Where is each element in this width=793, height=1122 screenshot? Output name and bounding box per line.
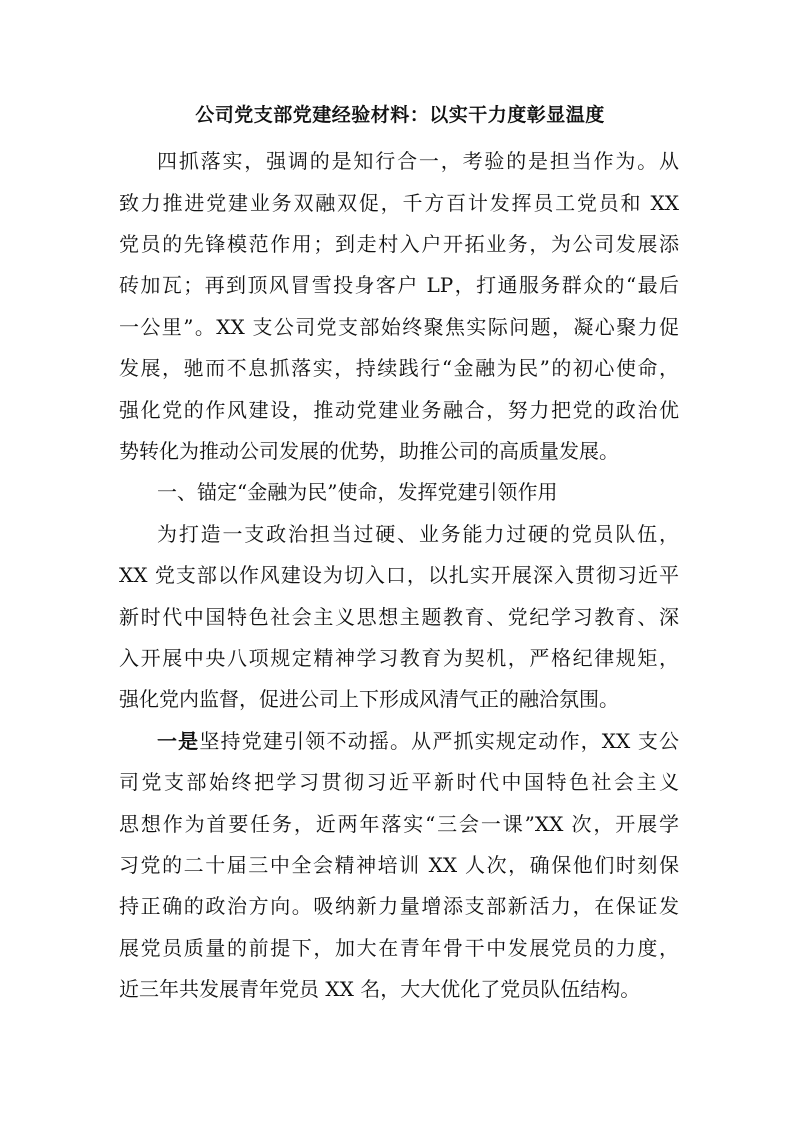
section-heading: 一、锚定“金融为民”使命，发挥党建引领作用 <box>157 480 558 504</box>
paragraph-line: 为打造一支政治担当过硬、业务能力过硬的党员队伍， <box>157 522 679 546</box>
paragraph-line: 司党支部始终把学习贯彻习近平新时代中国特色社会主义 <box>119 770 679 794</box>
paragraph-line: XX 党支部以作风建设为切入口，以扎实开展深入贯彻习近平 <box>119 563 679 587</box>
paragraph-line: 展党员质量的前提下，加大在青年骨干中发展党员的力度， <box>119 936 679 960</box>
paragraph-line: 强化党的作风建设，推动党建业务融合，努力把党的政治优 <box>119 398 679 422</box>
paragraph-line: 致力推进党建业务双融双促，千方百计发挥员工党员和 XX <box>119 191 679 215</box>
paragraph-line: 势转化为推动公司发展的优势，助推公司的高质量发展。 <box>119 439 619 463</box>
paragraph-line-with-lead <box>157 727 679 755</box>
paragraph-line: 强化党内监督，促进公司上下形成风清气正的融洽氛围。 <box>119 687 619 711</box>
paragraph-line: 四抓落实，强调的是知行合一，考验的是担当作为。从 <box>157 149 679 173</box>
paragraph-line: 党员的先锋模范作用；到走村入户开拓业务，为公司发展添 <box>119 232 679 256</box>
paragraph-line: 一公里”。XX 支公司党支部始终聚焦实际问题，凝心聚力促 <box>119 315 679 339</box>
paragraph-lead: 一是 <box>157 729 200 753</box>
paragraph-line: 发展，驰而不息抓落实，持续践行“金融为民”的初心使命， <box>119 356 679 380</box>
paragraph-line: 入开展中央八项规定精神学习教育为契机，严格纪律规矩， <box>119 646 679 670</box>
document-title: 公司党支部党建经验材料：以实干力度彰显温度 <box>195 104 605 126</box>
paragraph-line-text: 坚持党建引领不动摇。从严抓实规定动作，XX 支公 <box>199 729 680 753</box>
paragraph-line: 思想作为首要任务，近两年落实“三会一课”XX 次，开展学 <box>119 812 679 836</box>
paragraph-line: 砖加瓦；再到顶风冒雪投身客户 LP，打通服务群众的“最后 <box>119 273 679 297</box>
paragraph-line: 新时代中国特色社会主义思想主题教育、党纪学习教育、深 <box>119 605 679 629</box>
paragraph-line: 近三年共发展青年党员 XX 名，大大优化了党员队伍结构。 <box>119 977 641 1001</box>
paragraph-line: 持正确的政治方向。吸纳新力量增添支部新活力，在保证发 <box>119 894 679 918</box>
paragraph-line: 习党的二十届三中全会精神培训 XX 人次，确保他们时刻保 <box>119 853 679 877</box>
